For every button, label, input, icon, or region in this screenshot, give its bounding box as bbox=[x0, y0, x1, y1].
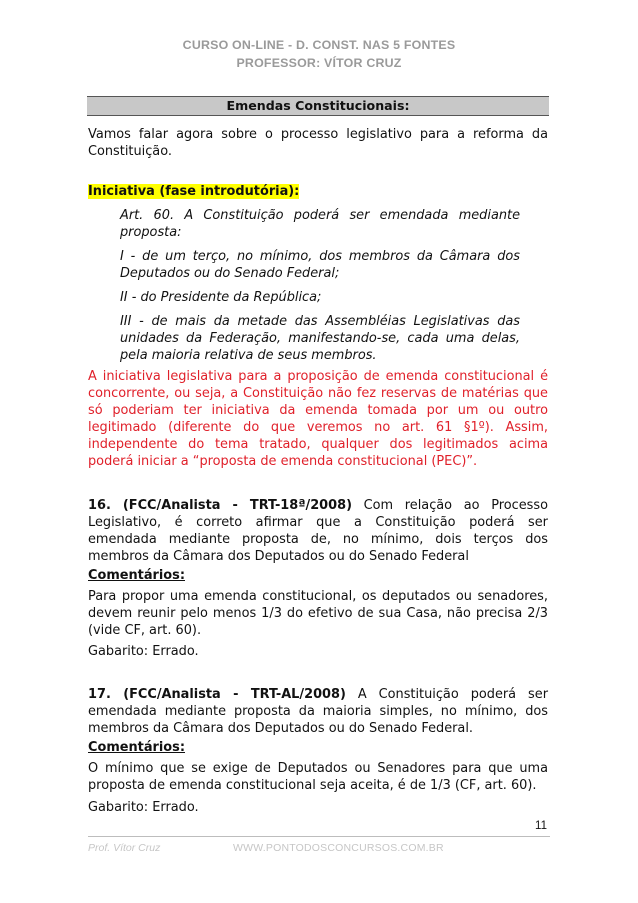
comments-heading-17-text: Comentários: bbox=[88, 740, 185, 755]
question-16-line bbox=[88, 497, 548, 515]
article-line: I - de um terço, no mínimo, dos membros da Câmara dos bbox=[120, 249, 520, 264]
comment-17-line: proposta de emenda constitucional seja aceita, é de 1/3 (CF, art. 60). bbox=[88, 778, 537, 793]
comment-16-line: (vide CF, art. 60). bbox=[88, 623, 202, 638]
footer-author: Prof. Vítor Cruz bbox=[88, 842, 161, 854]
red-note-line: independente do tema tratado, qualquer dos legitimados acima bbox=[88, 437, 548, 452]
comment-16-line: devem reunir pelo menos 1/3 do efetivo de sua Casa, não precisa 2/3 bbox=[88, 606, 548, 621]
question-16-line: membros da Câmara dos Deputados ou do Senado Federal bbox=[88, 549, 469, 564]
article-line: III - de mais da metade das Assembléias Legislativas das bbox=[120, 314, 520, 329]
red-note-line: legitimado (diferente do que veremos no art. 61 §1º). Assim, bbox=[88, 420, 548, 435]
iniciativa-heading bbox=[88, 183, 548, 201]
question-16-line: emendada mediante proposta de, no mínimo, dois terços dos bbox=[88, 532, 548, 547]
comments-heading-16-text: Comentários: bbox=[88, 568, 185, 583]
question-17-line: membros da Câmara dos Deputados ou do Senado Federal. bbox=[88, 721, 474, 736]
question-17-line bbox=[88, 686, 548, 704]
section-title-bar: Emendas Constitucionais: bbox=[87, 96, 549, 116]
comment-16-line: Para propor uma emenda constitucional, os deputados ou senadores, bbox=[88, 589, 548, 604]
gabarito-17: Gabarito: Errado. bbox=[88, 800, 199, 815]
intro-line-1: Vamos falar agora sobre o processo legislativo para a reforma da bbox=[88, 127, 548, 142]
question-17-label: 17. (FCC/Analista - TRT-AL/2008) bbox=[88, 687, 346, 702]
article-line: II - do Presidente da República; bbox=[120, 290, 322, 305]
iniciativa-heading-text: Iniciativa (fase introdutória): bbox=[88, 184, 300, 199]
red-note-line: só poderiam ter iniciativa da emenda tomada por um ou outro bbox=[88, 403, 548, 418]
footer-divider bbox=[88, 836, 550, 837]
question-16-label: 16. (FCC/Analista - TRT-18ª/2008) bbox=[88, 498, 352, 513]
header-course-title: CURSO ON-LINE - D. CONST. NAS 5 FONTES bbox=[182, 38, 456, 52]
article-line: pela maioria relativa de seus membros. bbox=[120, 348, 377, 363]
header-professor: PROFESSOR: VÍTOR CRUZ bbox=[236, 56, 402, 70]
red-note-line: concorrente, ou seja, a Constituição não fez reservas de matérias que bbox=[88, 386, 548, 401]
question-17-text: A Constituição poderá ser bbox=[345, 687, 548, 702]
article-line: proposta: bbox=[120, 225, 182, 240]
red-note-line: A iniciativa legislativa para a proposição de emenda constitucional é bbox=[88, 369, 548, 384]
red-note-line: poderá iniciar a “proposta de emenda constitucional (PEC)”. bbox=[88, 454, 478, 469]
page-number: 11 bbox=[535, 820, 547, 832]
footer-site: WWW.PONTODOSCONCURSOS.COM.BR bbox=[233, 842, 444, 854]
question-16-text: Com relação ao Processo bbox=[351, 498, 548, 513]
comments-heading-16 bbox=[88, 567, 548, 585]
question-16-line: Legislativo, é correto afirmar que a Constituição poderá ser bbox=[88, 515, 548, 530]
article-line: unidades da Federação, manifestando-se, cada uma delas, bbox=[120, 331, 520, 346]
question-17-line: emendada mediante proposta da maioria simples, no mínimo, dos bbox=[88, 704, 548, 719]
comments-heading-17 bbox=[88, 739, 548, 757]
intro-line-2: Constituição. bbox=[88, 144, 172, 159]
article-line: Deputados ou do Senado Federal; bbox=[120, 266, 340, 281]
comment-17-line: O mínimo que se exige de Deputados ou Senadores para que uma bbox=[88, 761, 548, 776]
gabarito-16: Gabarito: Errado. bbox=[88, 644, 199, 659]
article-line: Art. 60. A Constituição poderá ser emendada mediante bbox=[120, 208, 520, 223]
